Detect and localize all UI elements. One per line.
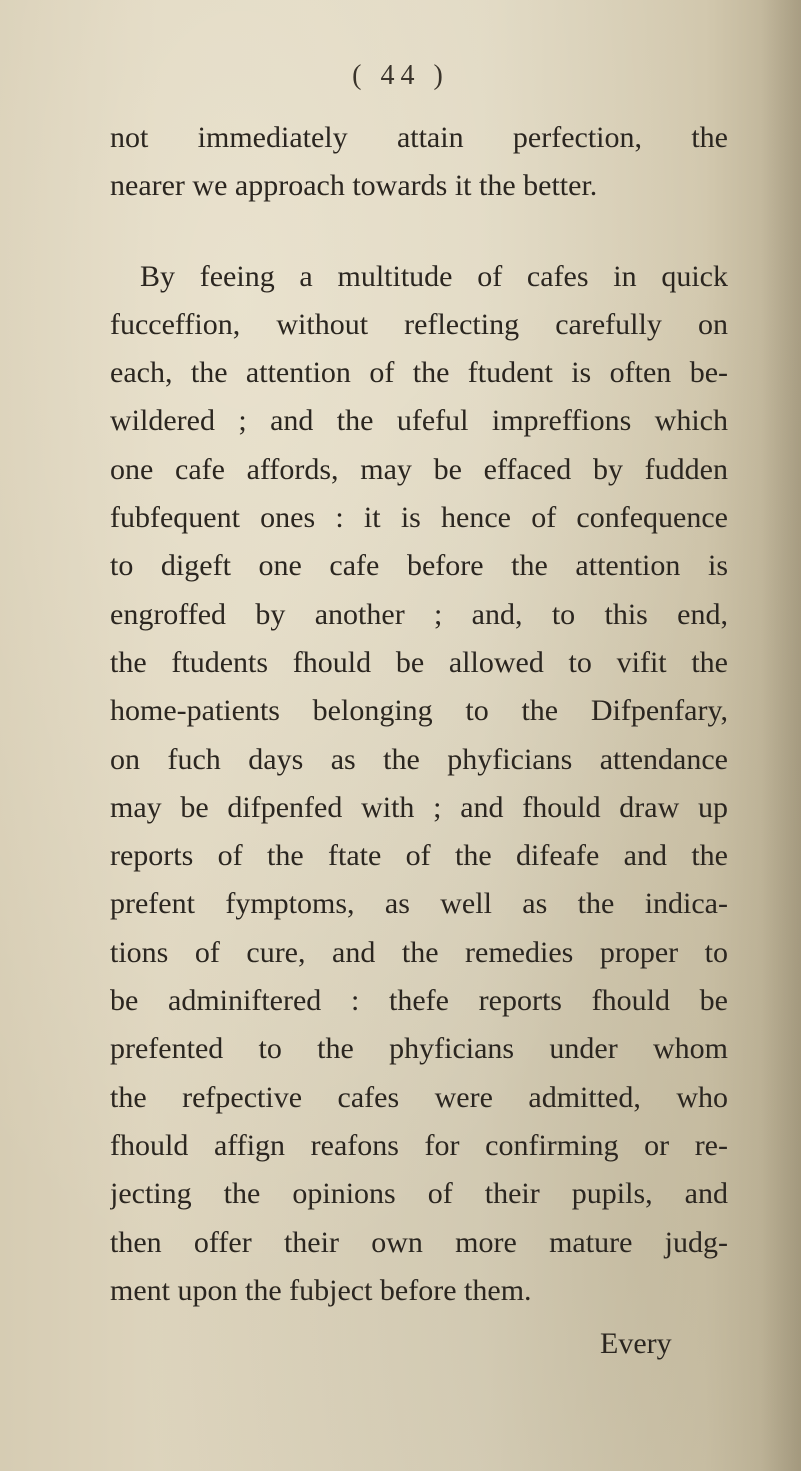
text-line: tions of cure, and the remedies proper to bbox=[110, 935, 728, 969]
text-line: fucceffion, without reflecting carefully on bbox=[110, 307, 728, 341]
page-edge-shadow bbox=[761, 0, 801, 1471]
catchword: Every bbox=[600, 1327, 672, 1360]
text-line: to digeft one cafe before the attention is bbox=[110, 549, 728, 583]
text-line: reports of the ftate of the difeafe and the bbox=[110, 839, 728, 873]
text-line: jecting the opinions of their pupils, and bbox=[110, 1177, 728, 1211]
text-line: prefent fymptoms, as well as the indica- bbox=[110, 887, 728, 921]
text-line: the ftudents fhould be allowed to vifit the bbox=[110, 645, 728, 679]
text-line: By feeing a multitude of cafes in quick bbox=[140, 259, 728, 293]
text-line: engroffed by another ; and, to this end, bbox=[110, 597, 728, 631]
text-line: home-patients belonging to the Difpenfary, bbox=[110, 694, 728, 728]
text-line: on fuch days as the phyficians attendance bbox=[110, 742, 728, 776]
text-line: fubfequent ones : it is hence of confequence bbox=[110, 501, 728, 535]
text-line: then offer their own more mature judg- bbox=[110, 1225, 728, 1259]
page-number: ( 44 ) bbox=[352, 60, 449, 91]
text-line: may be difpenfed with ; and fhould draw up bbox=[110, 790, 728, 824]
text-line: fhould affign reafons for confirming or re- bbox=[110, 1128, 728, 1162]
text-line: ment upon the fubject before them. bbox=[110, 1273, 532, 1307]
text-line: each, the attention of the ftudent is often be- bbox=[110, 356, 728, 390]
text-line: be adminiftered : thefe reports fhould be bbox=[110, 984, 728, 1018]
text-line: the refpective cafes were admitted, who bbox=[110, 1080, 728, 1114]
paragraph-gap bbox=[110, 211, 728, 253]
text-line: prefented to the phyficians under whom bbox=[110, 1032, 728, 1066]
text-line: one cafe affords, may be effaced by fudden bbox=[110, 452, 728, 486]
text-line: wildered ; and the ufeful impreffions which bbox=[110, 404, 728, 438]
text-line: not immediately attain perfection, the bbox=[110, 121, 728, 154]
body-text bbox=[110, 114, 728, 1315]
text-line: nearer we approach towards it the better. bbox=[110, 169, 598, 203]
